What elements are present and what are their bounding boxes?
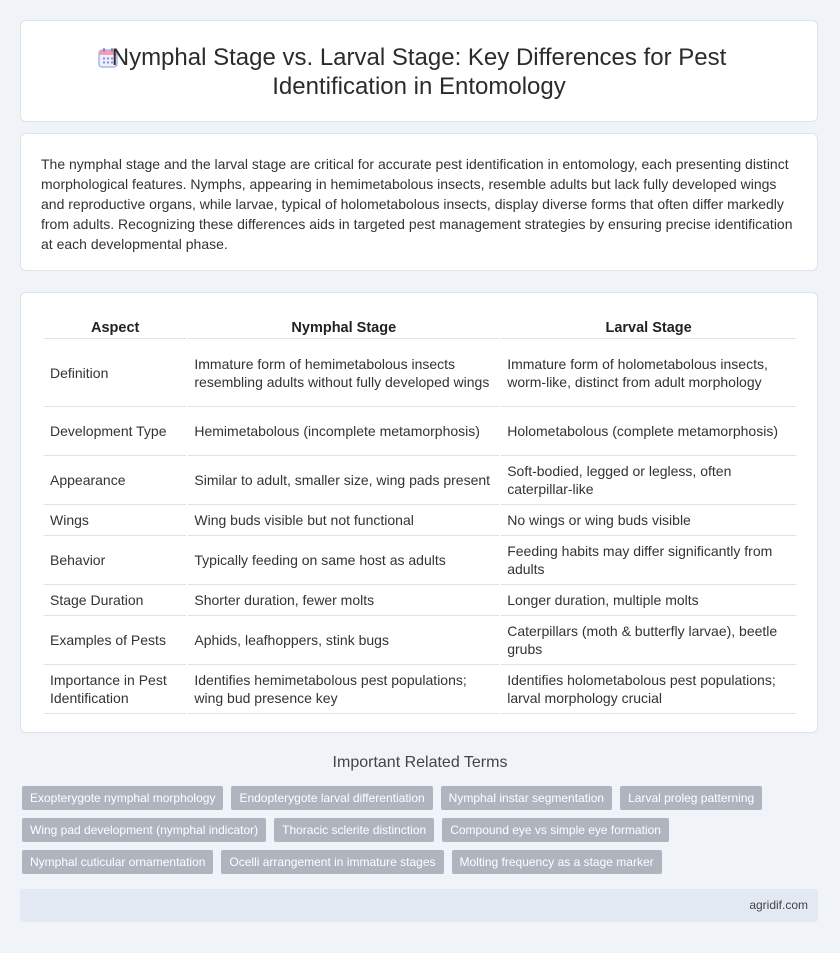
table-cell: Identifies holometabolous pest populations; larval morphology crucial [501, 665, 796, 714]
tag-row [22, 818, 802, 842]
table-cell: Identifies hemimetabolous pest populations; wing bud presence key [188, 665, 499, 714]
intro-paragraph: The nymphal stage and the larval stage are critical for accurate pest identification in entomology, each presenting distinct morphological features. Nymphs, appearing in hemimetabolous insects, resemble adults but lack fully developed wings and reproductive organs, while larvae, typical of holometabolous insects, display diverse forms that often differ markedly from adults. Recognizing these differences aids in targeted pest management strategies by ensuring precise identification at each developmental phase. [41, 156, 793, 252]
related-term-tag[interactable]: Larval proleg patterning [620, 786, 762, 810]
related-term-tag[interactable]: Wing pad development (nymphal indicator) [22, 818, 266, 842]
table-row [44, 536, 796, 585]
intro-card [20, 133, 818, 271]
table-cell: Shorter duration, fewer molts [188, 585, 499, 616]
table-row [44, 616, 796, 665]
related-terms-title: Important Related Terms [332, 754, 508, 771]
header-nymphal-stage: Nymphal Stage [188, 316, 499, 339]
tag-row [22, 786, 802, 810]
table-cell: Immature form of holometabolous insects, worm-like, distinct from adult morphology [501, 339, 796, 407]
related-term-tag[interactable]: Exopterygote nymphal morphology [22, 786, 223, 810]
table-cell: Wing buds visible but not functional [188, 505, 499, 536]
table-header-row [44, 316, 796, 339]
table-cell: Wings [44, 505, 186, 536]
table-cell: Definition [44, 339, 186, 407]
table-row [44, 585, 796, 616]
table-cell: Feeding habits may differ significantly from adults [501, 536, 796, 585]
page-title: Nymphal Stage vs. Larval Stage: Key Differences for Pest Identification in Entomology [111, 44, 727, 100]
table-cell: Hemimetabolous (incomplete metamorphosis) [188, 407, 499, 456]
related-term-tag[interactable]: Thoracic sclerite distinction [274, 818, 434, 842]
comparison-table-card [20, 292, 818, 733]
footer [20, 889, 818, 922]
title-card [20, 20, 818, 122]
related-term-tag[interactable]: Nymphal instar segmentation [441, 786, 612, 810]
comparison-table [42, 316, 798, 714]
table-row [44, 407, 796, 456]
table-cell: Aphids, leafhoppers, stink bugs [188, 616, 499, 665]
table-cell: Soft-bodied, legged or legless, often caterpillar-like [501, 456, 796, 505]
table-cell: Stage Duration [44, 585, 186, 616]
table-cell: Similar to adult, smaller size, wing pads present [188, 456, 499, 505]
table-cell: Immature form of hemimetabolous insects resembling adults without fully developed wings [188, 339, 499, 407]
table-cell: No wings or wing buds visible [501, 505, 796, 536]
related-term-tag[interactable]: Nymphal cuticular ornamentation [22, 850, 213, 874]
table-cell: Typically feeding on same host as adults [188, 536, 499, 585]
related-term-tag[interactable]: Ocelli arrangement in immature stages [221, 850, 443, 874]
header-larval-stage: Larval Stage [501, 316, 796, 339]
related-term-tag[interactable]: Compound eye vs simple eye formation [442, 818, 669, 842]
table-cell: Development Type [44, 407, 186, 456]
table-cell: Examples of Pests [44, 616, 186, 665]
related-term-tag[interactable]: Molting frequency as a stage marker [452, 850, 662, 874]
related-term-tag[interactable]: Endopterygote larval differentiation [231, 786, 432, 810]
table-row [44, 505, 796, 536]
table-cell: Longer duration, multiple molts [501, 585, 796, 616]
table-cell: Appearance [44, 456, 186, 505]
table-row [44, 665, 796, 714]
related-terms-list [22, 786, 802, 882]
table-cell: Behavior [44, 536, 186, 585]
table-cell: Importance in Pest Identification [44, 665, 186, 714]
footer-site-link[interactable]: agridif.com [749, 898, 808, 912]
tag-row [22, 850, 802, 874]
table-cell: Caterpillars (moth & butterfly larvae), beetle grubs [501, 616, 796, 665]
table-row [44, 339, 796, 407]
header-aspect: Aspect [44, 316, 186, 339]
table-row [44, 456, 796, 505]
table-cell: Holometabolous (complete metamorphosis) [501, 407, 796, 456]
